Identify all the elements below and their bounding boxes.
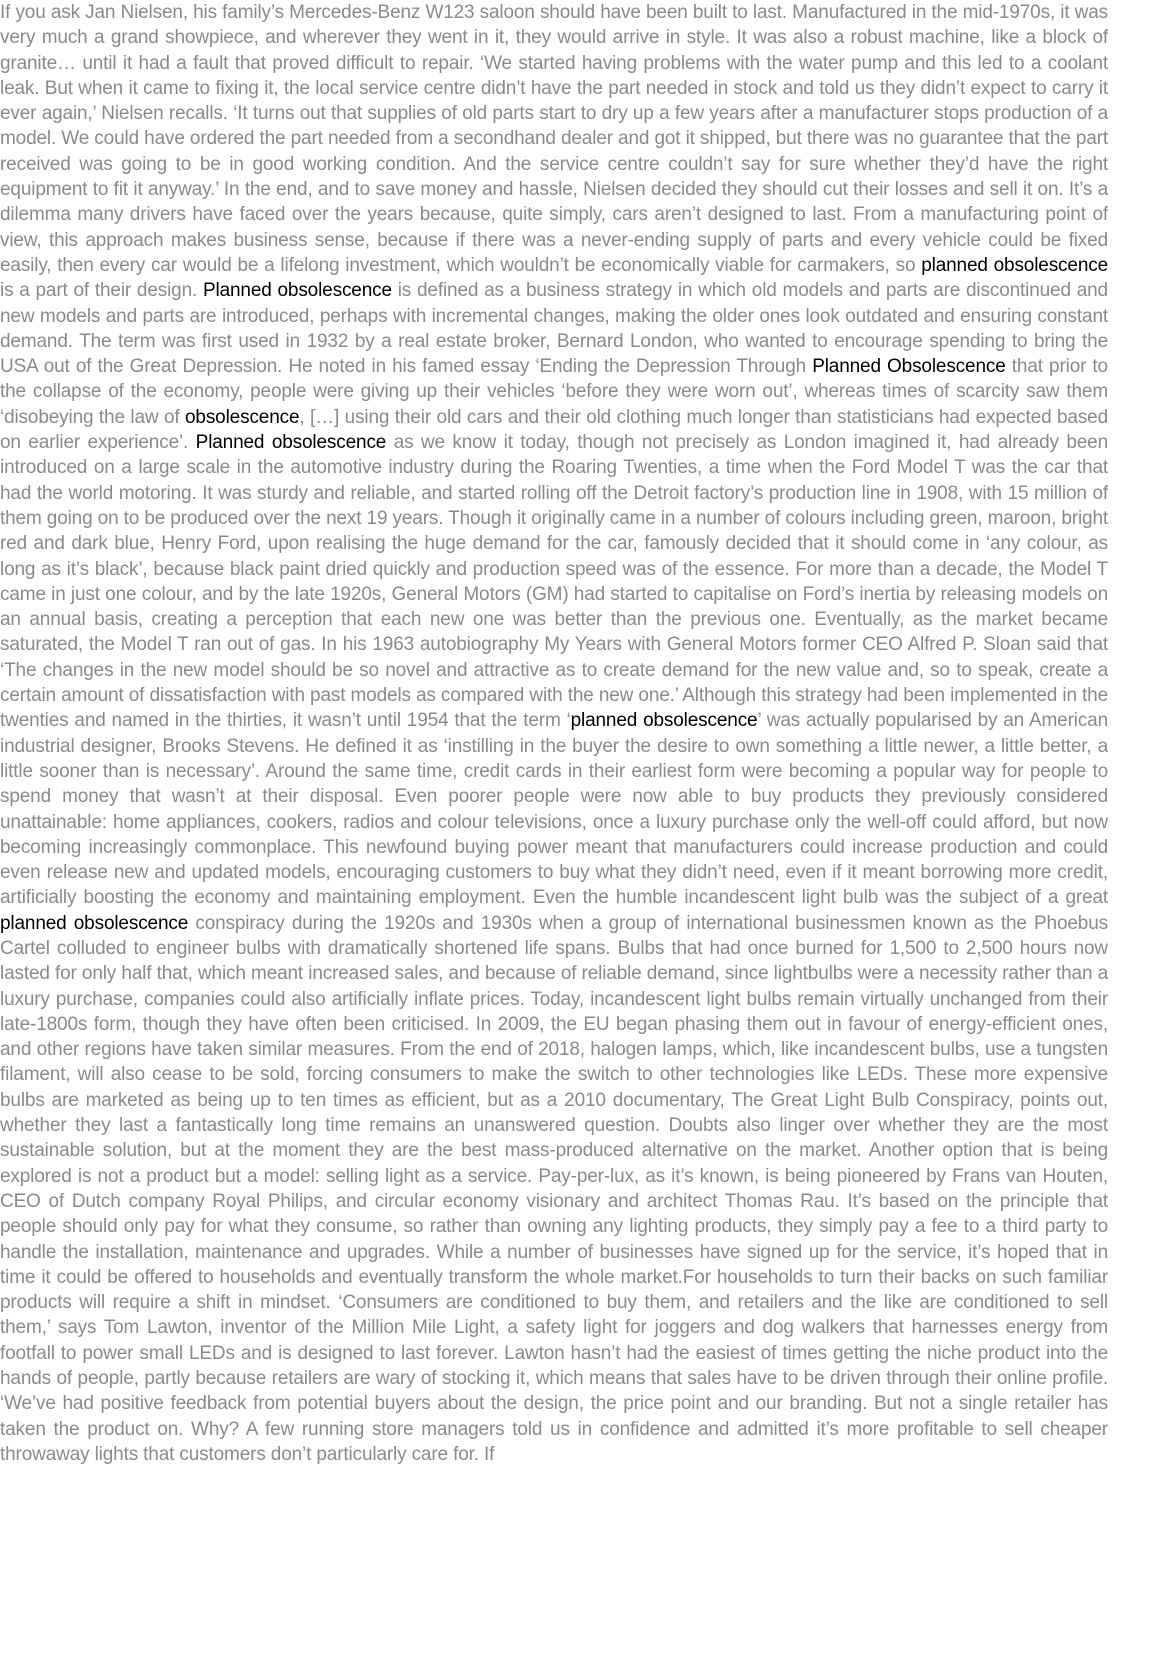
text-segment: ’ was actually popularised by an American industrial designer, Brooks Stevens. He defined it as ‘instilling in the buyer the desire to own something a little newer, a little better, a little sooner than is necessary’. Around the same time, credit cards in their earliest form were becoming a popular way for people to spend money that wasn’t at their disposal. Even poorer people were now able to buy products they previously considered unattainable: home appliances, cookers, radios and colour televisions, once a luxury purchase only the well-off could afford, but now becoming increasingly commonplace. This newfound buying power meant that manufacturers could increase production and could even release new and updated models, encouraging customers to buy what they didn’t need, even if it meant borrowing more credit, artificially boosting the economy and maintaining employment. Even the humble incandescent light bulb was the subject of a great <box>0 710 1108 909</box>
text-segment: , […] using their old cars and their old clothing much longer than statisticians had expected based on earlier experience’. <box>0 406 1108 454</box>
text-segment: that prior to the collapse of the economy, people were giving up their vehicles ‘before they were worn out’, whereas times of scarcity saw them ‘disobeying the law of <box>0 356 1108 428</box>
highlighted-term: planned obsolescence <box>921 254 1108 276</box>
text-segment: If you ask Jan Nielsen, his family’s Mercedes-Benz W123 saloon should have been built to last. Manufactured in the mid-1970s, it was very much a grand showpiece, and wherever they went in it, they would arrive in style. It was also a robust machine, like a block of granite… until it had a fault that proved difficult to repair. ‘We started having problems with the water pump and this led to a coolant leak. But when it came to fixing it, the local service centre didn’t have the part needed in stock and told us they didn’t expect to carry it ever again,’ Nielsen recalls. ‘It turns out that supplies of old parts start to dry up a few years after a manufacturer stops production of a model. We could have ordered the part needed from a secondhand dealer and got it shipped, but there was no guarantee that the part received was going to be in good working condition. And the service centre couldn’t say for sure whether they’d have the right equipment to fit it anyway.’ In the end, and to save money and hassle, Nielsen decided they should cut their losses and sell it on. It’s a dilemma many drivers have faced over the years because, quite simply, cars aren’t designed to last. From a manufacturing point of view, this approach makes business sense, because if there was a never-ending supply of parts and every vehicle could be fixed easily, then every car would be a lifelong investment, which wouldn’t be economically viable for carmakers, so <box>0 2 1108 276</box>
highlighted-term: obsolescence <box>185 406 300 428</box>
highlighted-term: planned obsolescence <box>570 710 758 732</box>
text-segment: conspiracy during the 1920s and 1930s when a group of international businessmen known as the Phoebus Cartel colluded to engineer bulbs with dramatically shortened life spans. Bulbs that had once burned for 1,500 to 2,500 hours now lasted for only half that, which meant increased sales, and because of reliable demand, since lightbulbs were a necessity rather than a luxury purchase, companies could also artificially inflate prices. Today, incandescent light bulbs remain virtually unchanged from their late-1800s form, though they have often been criticised. In 2009, the EU began phasing them out in favour of energy-efficient ones, and other regions have taken similar measures. From the end of 2018, halogen lamps, which, like incandescent bulbs, use a tungsten filament, will also cease to be sold, forcing consumers to make the switch to other technologies like LEDs. These more expensive bulbs are marketed as being up to ten times as efficient, but as a 2010 documentary, The Great Light Bulb Conspiracy, points out, whether they last a fantastically long time remains an unanswered question. Doubts also linger over whether they are the most sustainable solution, but at the moment they are the best mass-produced alternative on the market. Another option that is being explored is not a product but a model: selling light as a service. Pay-per-lux, as it’s known, is being pioneered by Frans van Houten, CEO of Dutch company Royal Philips, and circular economy visionary and architect Thomas Rau. It’s based on the principle that people should only pay for what they consume, so rather than owning any lighting products, they simply pay a fee to a third party to handle the installation, maintenance and upgrades. While a number of businesses have signed up for the service, it’s hoped that in time it could be offered to households and eventually transform the whole market.For households to turn their backs on such familiar products will require a shift in mindset. ‘Consumers are conditioned to buy them, and retailers and the like are conditioned to sell them,’ says Tom Lawton, inventor of the Million Mile Light, a safety light for joggers and dog walkers that harnesses energy from footfall to power small LEDs and is designed to last forever. Lawton hasn’t had the easiest of times getting the niche product into the hands of people, partly because retailers are wary of stocking it, which means that sales have to be driven through their online profile. ‘We’ve had positive feedback from potential buyers about the design, the price point and our branding. But not a single retailer has taken the product on. Why? A few running store managers told us in confidence and admitted it’s more profitable to sell cheaper throwaway lights that customers don’t particularly care for. If <box>0 912 1108 1465</box>
text-segment: is a part of their design. <box>0 280 203 302</box>
text-segment: is defined as a business strategy in which old models and parts are discontinued and new models and parts are introduced, perhaps with incremental changes, making the older ones look outdated and ensuring constant demand. The term was first used in 1932 by a real estate broker, Bernard London, who wanted to encourage spending to bring the USA out of the Great Depression. He noted in his famed essay ‘Ending the Depression Through <box>0 280 1108 378</box>
text-segment: as we know it today, though not precisely as London imagined it, had already been introduced on a large scale in the automotive industry during the Roaring Twenties, a time when the Ford Model T was the car that had the world motoring. It was sturdy and reliable, and started rolling off the Detroit factory’s production line in 1908, with 15 million of them going on to be produced over the next 19 years. Though it originally came in a number of colours including green, maroon, bright red and dark blue, Henry Ford, upon realising the huge demand for the car, famously decided that it should come in ‘any colour, as long as it’s black’, because black paint dried quickly and production speed was of the essence. For more than a decade, the Model T came in just one colour, and by the late 1920s, General Motors (GM) had started to capitalise on Ford’s inertia by releasing models on an annual basis, creating a perception that each new one was better than the previous one. Eventually, as the market became saturated, the Model T ran out of gas. In his 1963 autobiography My Years with General Motors former CEO Alfred P. Sloan said that ‘The changes in the new model should be so novel and attractive as to create demand for the new value and, so to speak, create a certain amount of dissatisfaction with past models as compared with the new one.’ Although this strategy had been implemented in the twenties and named in the thirties, it wasn’t until 1954 that the term ‘ <box>0 432 1108 732</box>
highlighted-term: planned obsolescence <box>0 912 189 934</box>
highlighted-term: Planned obsolescence <box>195 432 387 454</box>
highlighted-term: Planned Obsolescence <box>812 356 1006 378</box>
highlighted-term: Planned obsolescence <box>202 280 392 302</box>
